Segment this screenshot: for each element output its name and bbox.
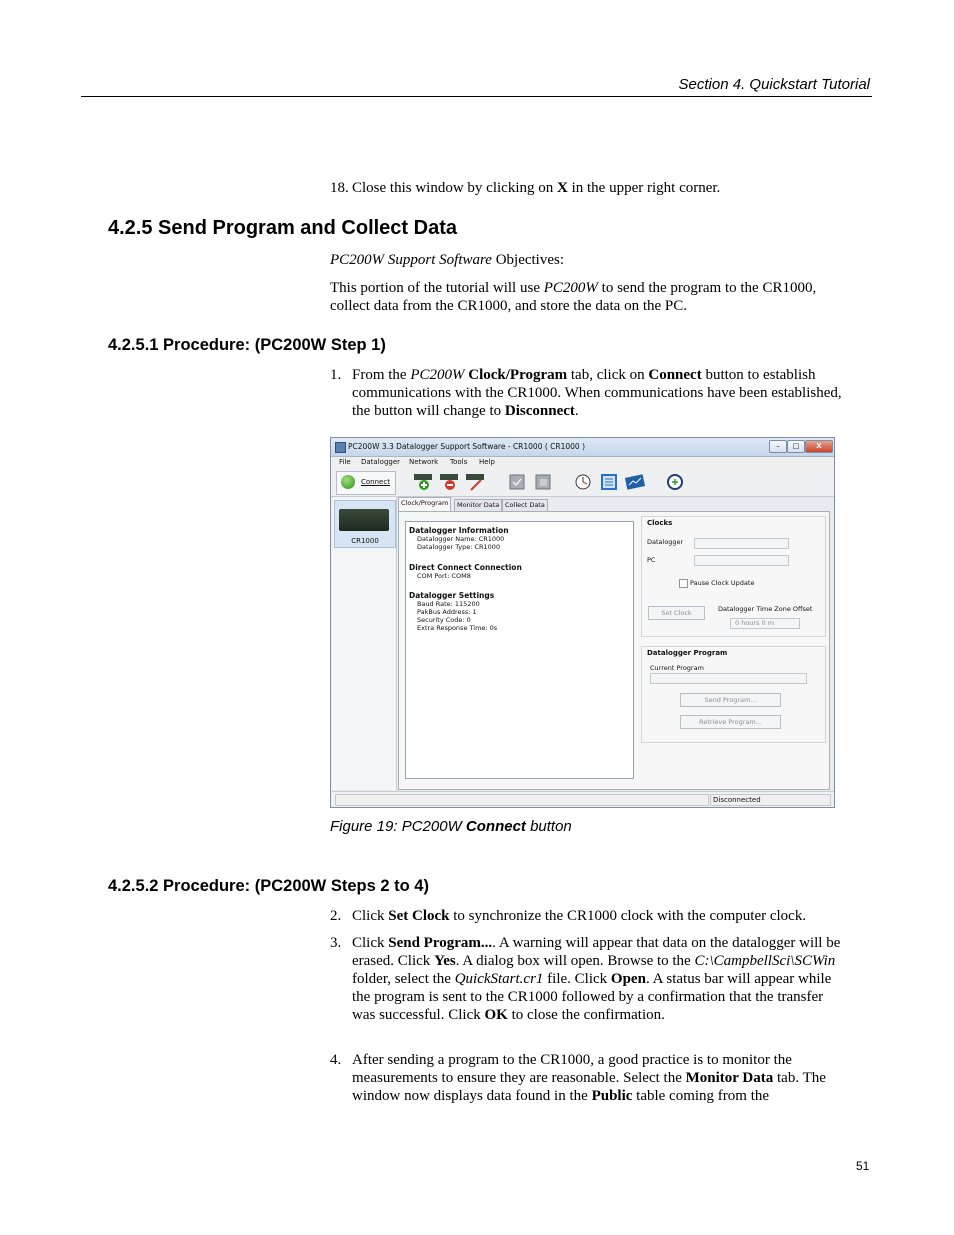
datalogger-clock-label: Datalogger: [647, 538, 684, 546]
window-titlebar: [331, 438, 834, 457]
step-text: Click Set Clock to synchronize the CR1000 clock with the computer clock.: [352, 908, 807, 924]
toolbar: [331, 468, 834, 497]
status-bar: [332, 791, 834, 807]
step-text: After sending a program to the CR1000, a good practice is to monitor the measurements to ensure they are reasonable. Select the Monitor Data tab. The window now displays data found in the Public table coming from the: [352, 1052, 826, 1104]
info-line: Extra Response Time: 0s: [417, 624, 498, 632]
step-number: 2.: [330, 908, 342, 924]
connect-label: Connect: [361, 478, 390, 486]
page-number: 51: [856, 1159, 870, 1173]
retrieve-program-button[interactable]: Retrieve Program...: [680, 715, 781, 729]
tab-clock-program[interactable]: Clock/Program: [398, 497, 451, 512]
clock-program-panel: [398, 511, 830, 790]
pause-clock-label: Pause Clock Update: [690, 579, 755, 587]
send-program-button[interactable]: Send Program...: [680, 693, 781, 707]
app-icon: [335, 442, 346, 453]
menu-datalogger[interactable]: Datalogger: [361, 458, 401, 466]
figure-caption: Figure 19: PC200W Connect button: [330, 818, 572, 835]
datalogger-info-panel: [405, 521, 634, 779]
datalogger-label: CR1000: [351, 537, 379, 545]
step-number: 18.: [330, 180, 349, 196]
copy-tool-icon[interactable]: [533, 473, 553, 491]
info-line: PakBus Address: 1: [417, 608, 477, 616]
section-heading-4-2-5-2: 4.2.5.2 Procedure: (PC200W Steps 2 to 4): [108, 877, 429, 895]
info-heading: Direct Connect Connection: [409, 563, 522, 572]
menu-help[interactable]: Help: [479, 458, 495, 466]
menu-network[interactable]: Network: [409, 458, 439, 466]
program-group: [641, 646, 826, 743]
checkbox-tool-icon[interactable]: [507, 473, 527, 491]
clocks-group: [641, 516, 826, 637]
menu-tools[interactable]: Tools: [450, 458, 468, 466]
tz-offset-field[interactable]: 0 hours 0 m: [730, 618, 800, 629]
section-heading-4-2-5: 4.2.5 Send Program and Collect Data: [108, 217, 457, 239]
minimize-button[interactable]: –: [769, 440, 787, 453]
step-text: Click Send Program.... A warning will appear that data on the datalogger will be erased. Click Yes. A dialog box will open. Browse to the C:\CampbellSci\SCWin folder, select the QuickStart.cr1 file. Click Open. A status bar will appear while the program is sent to the CR1000 followed by a confirmation that the transfer was successful. Click OK to close the confirmation.: [352, 935, 841, 1023]
connection-status: Disconnected: [713, 796, 761, 804]
tz-offset-label: Datalogger Time Zone Offset: [718, 605, 813, 613]
step-number: 4.: [330, 1052, 342, 1068]
menu-bar: [331, 457, 834, 468]
current-program-label: Current Program: [650, 664, 704, 672]
connect-button[interactable]: [336, 471, 396, 495]
objectives-line: PC200W Support Software Objectives:: [330, 252, 565, 268]
step-18: [330, 179, 842, 197]
script-icon[interactable]: [665, 473, 685, 491]
step-4: [330, 1051, 842, 1105]
info-line: COM Port: COM8: [417, 572, 471, 580]
step-3: [330, 934, 842, 1024]
clock-tool-icon[interactable]: [573, 473, 593, 491]
step-text: Close this window by clicking on X in the upper right corner.: [352, 180, 721, 196]
datalogger-list: [332, 497, 397, 790]
section-header: Section 4. Quickstart Tutorial: [678, 76, 870, 93]
window-title: PC200W 3.3 Datalogger Support Software - CR1000 ( CR1000 ): [348, 442, 586, 451]
info-heading: Datalogger Settings: [409, 591, 495, 600]
add-datalogger-icon[interactable]: [413, 473, 433, 491]
set-clock-button[interactable]: Set Clock: [648, 606, 705, 620]
section-heading-4-2-5-1: 4.2.5.1 Procedure: (PC200W Step 1): [108, 336, 386, 354]
step-text: From the PC200W Clock/Program tab, click on Connect button to establish communications with the CR1000. When communications have been established, the button will change to Disconnect.: [352, 367, 842, 419]
graph-icon[interactable]: [625, 473, 645, 491]
pause-clock-checkbox[interactable]: [679, 579, 688, 588]
clocks-title: Clocks: [647, 519, 673, 527]
datalogger-icon: [339, 509, 389, 531]
info-heading: Datalogger Information: [409, 526, 509, 535]
info-line: Datalogger Name: CR1000: [417, 535, 505, 543]
lightbulb-icon: [341, 475, 355, 489]
info-line: Datalogger Type: CR1000: [417, 543, 501, 551]
tab-monitor-data[interactable]: Monitor Data: [454, 499, 502, 511]
step-number: 3.: [330, 935, 342, 951]
info-line: Baud Rate: 115200: [417, 600, 480, 608]
edit-datalogger-icon[interactable]: [465, 473, 485, 491]
datalogger-clock-field[interactable]: [694, 538, 789, 549]
close-button[interactable]: X: [805, 440, 833, 453]
step-number: 1.: [330, 367, 342, 383]
pc200w-window-figure: [330, 437, 835, 808]
remove-datalogger-icon[interactable]: [439, 473, 459, 491]
info-line: Security Code: 0: [417, 616, 471, 624]
menu-file[interactable]: File: [339, 458, 351, 466]
current-program-field[interactable]: [650, 673, 807, 684]
section-paragraph: This portion of the tutorial will use PC200W to send the program to the CR1000, collect data from the CR1000, and store the data on the PC.: [330, 280, 817, 314]
datalogger-item-cr1000[interactable]: [334, 500, 396, 548]
maximize-button[interactable]: □: [787, 440, 805, 453]
view-data-icon[interactable]: [599, 473, 619, 491]
pc-clock-label: PC: [647, 556, 656, 564]
step-2: [330, 907, 842, 925]
header-rule: [81, 96, 872, 97]
tab-collect-data[interactable]: Collect Data: [502, 499, 548, 511]
progress-cell: [335, 794, 709, 806]
step-1: [330, 366, 842, 420]
pc-clock-field[interactable]: [694, 555, 789, 566]
program-title: Datalogger Program: [647, 649, 728, 657]
